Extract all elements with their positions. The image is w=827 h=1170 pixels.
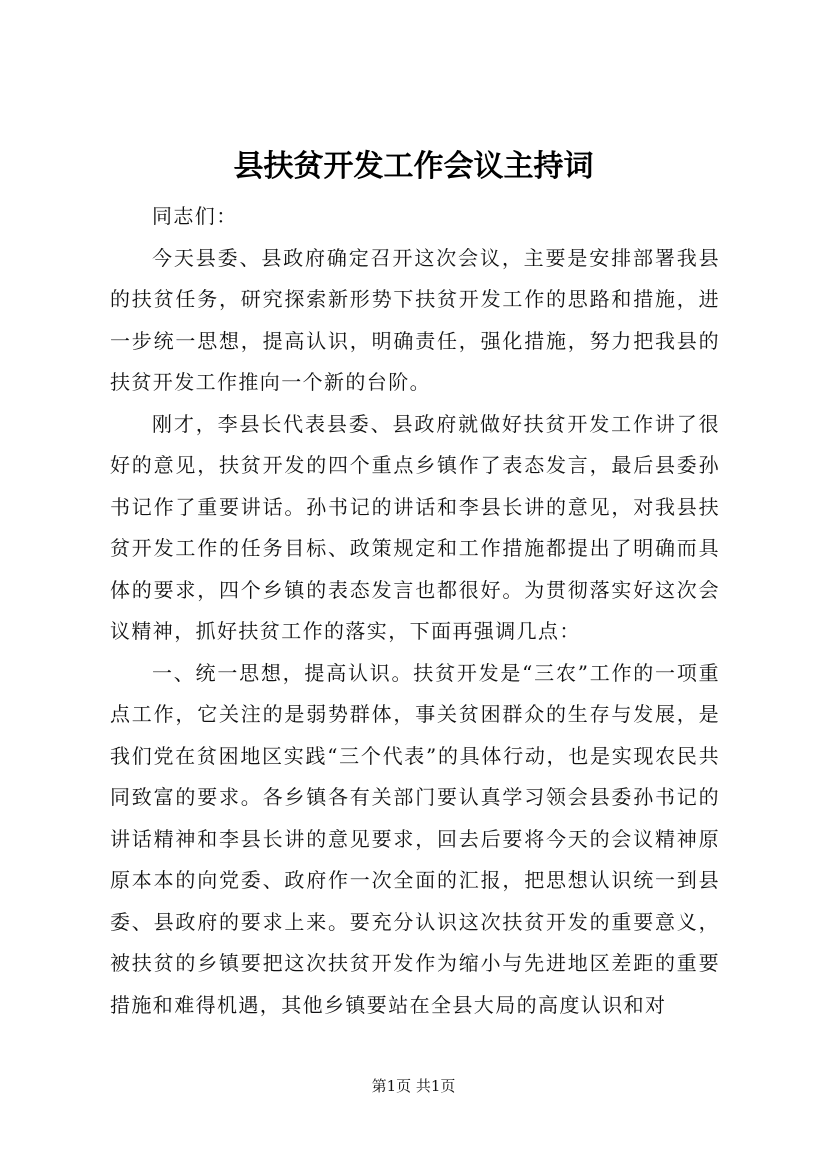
document-body xyxy=(110,196,720,1026)
greeting-paragraph: 同志们： xyxy=(152,204,238,228)
body-paragraph: 刚才，李县长代表县委、县政府就做好扶贫开发工作讲了很好的意见，扶贫开发的四个重点乡镇作了表态发言，最后县委孙书记作了重要讲话。孙书记的讲话和李县长讲的意见，对我县扶贫开发工作的任务目标、政策规定和工作措施都提出了明确而具体的要求，四个乡镇的表态发言也都很好。为贯彻落实好这次会议精神，抓好扶贫工作的落实，下面再强调几点： xyxy=(110,411,720,643)
body-paragraph: 一、统一思想，提高认识。扶贫开发是“三农”工作的一项重点工作，它关注的是弱势群体，事关贫困群众的生存与发展，是我们党在贫困地区实践“三个代表”的具体行动，也是实现农民共同致富的要求。各乡镇各有关部门要认真学习领会县委孙书记的讲话精神和李县长讲的意见要求，回去后要将今天的会议精神原原本本的向党委、政府作一次全面的汇报，把思想认识统一到县委、县政府的要求上来。要充分认识这次扶贫开发的重要意义，被扶贫的乡镇要把这次扶贫开发作为缩小与先进地区差距的重要措施和难得机遇，其他乡镇要站在全县大局的高度认识和对 xyxy=(110,660,720,1017)
body-paragraph: 今天县委、县政府确定召开这次会议，主要是安排部署我县的扶贫任务，研究探索新形势下扶贫开发工作的思路和措施，进一步统一思想，提高认识，明确责任，强化措施，努力把我县的扶贫开发工作推向一个新的台阶。 xyxy=(110,245,720,394)
page-footer: 第1页 共1页 xyxy=(371,1077,456,1095)
document-title: 县扶贫开发工作会议主持词 xyxy=(233,149,594,184)
